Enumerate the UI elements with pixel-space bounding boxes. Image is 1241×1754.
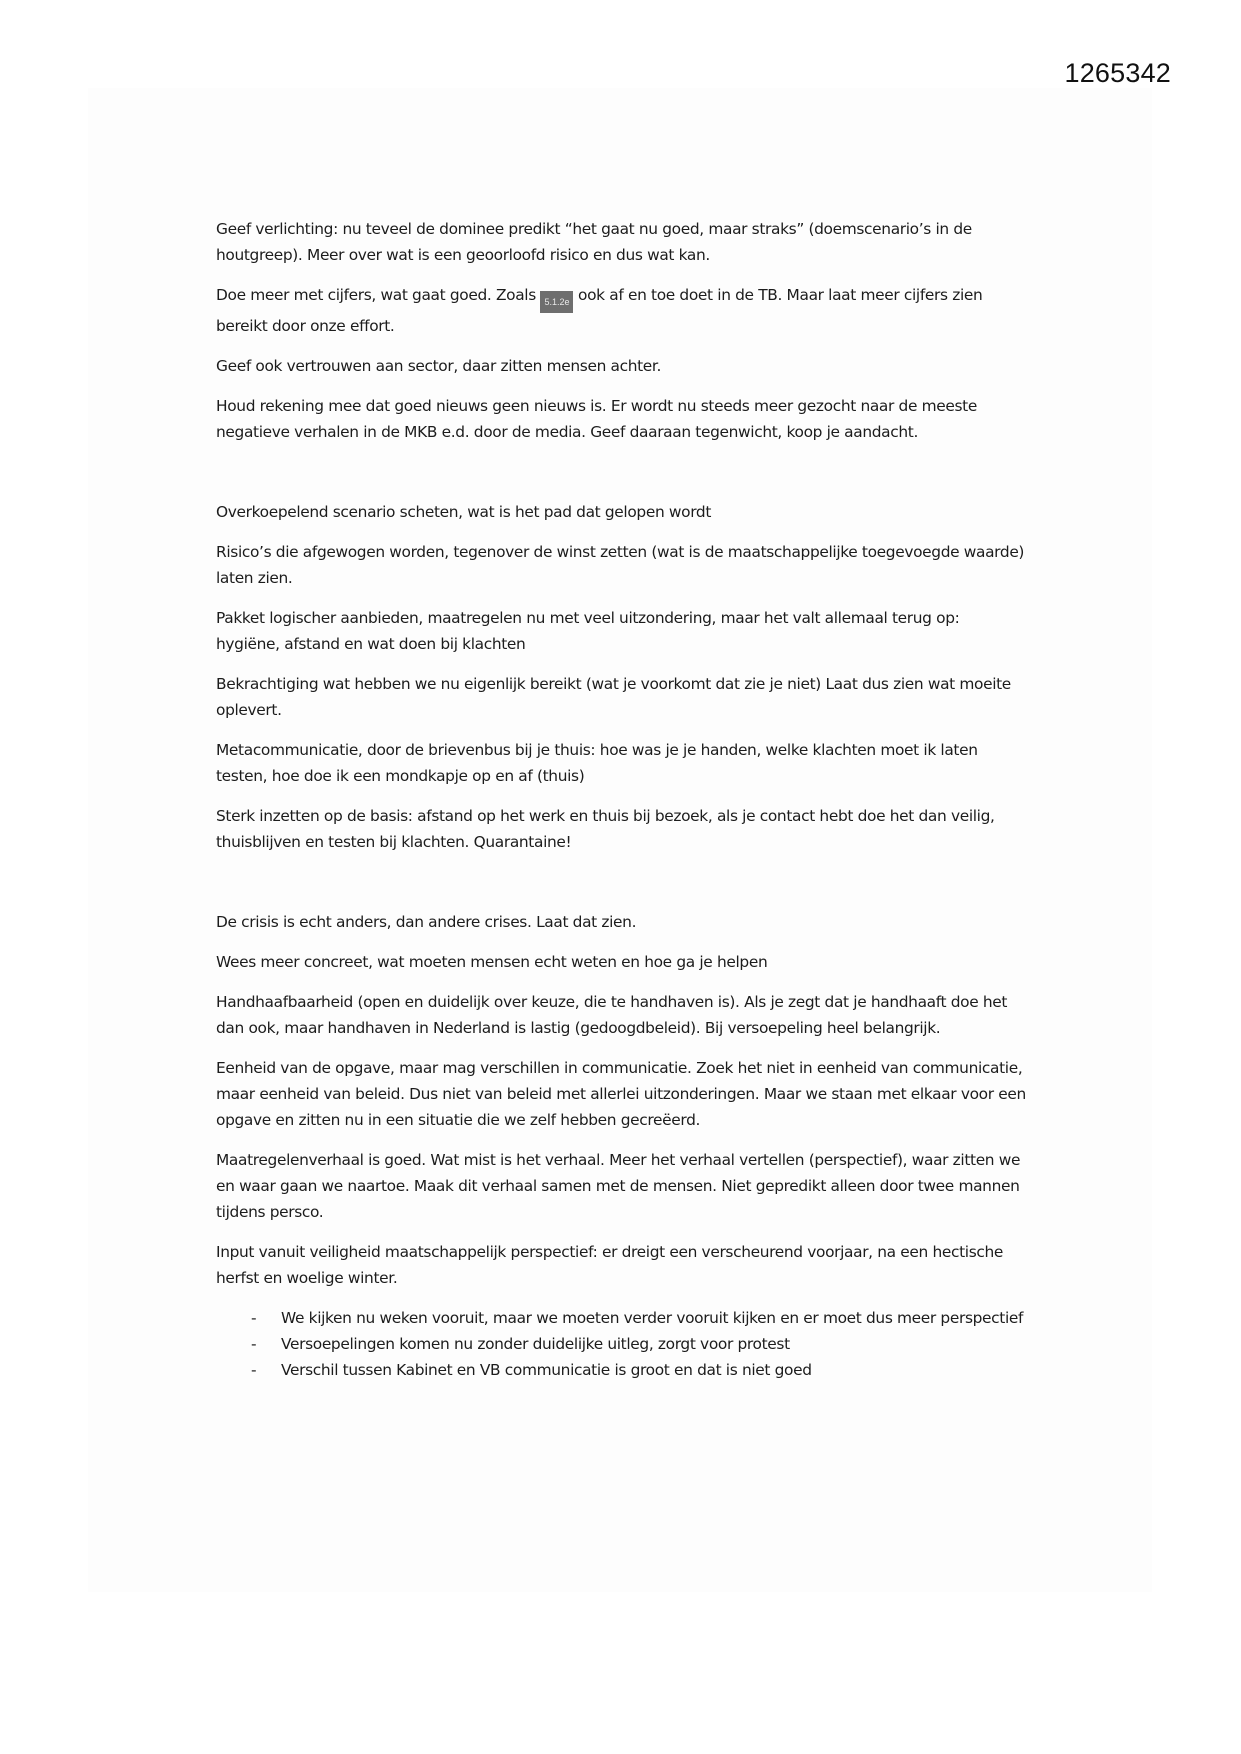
document-body <box>216 216 1026 1383</box>
paragraph-text: Doe meer met cijfers, wat gaat goed. Zoals <box>216 286 541 304</box>
paragraph-with-redaction <box>216 282 1026 339</box>
dash-bullet-icon: - <box>251 1309 257 1327</box>
section-communication-tone <box>216 216 1026 445</box>
paragraph: Overkoepelend scenario scheten, wat is het pad dat gelopen wordt <box>216 503 712 521</box>
paragraph: Houd rekening mee dat goed nieuws geen nieuws is. Er wordt nu steeds meer gezocht naar de meeste negatieve verhalen in de MKB e.d. door de media. Geef daaraan tegenwicht, koop je aandacht. <box>216 397 977 441</box>
paragraph: Input vanuit veiligheid maatschappelijk perspectief: er dreigt een verscheurend voorjaar, na een hectische herfst en woelige winter. <box>216 1243 1004 1287</box>
paragraph: Risico’s die afgewogen worden, tegenover de winst zetten (wat is de maatschappelijke toegevoegde waarde) laten zien. <box>216 543 1025 587</box>
paragraph-text: ook af en toe doet in de TB. Maar laat meer cijfers zien bereikt door onze effort. <box>216 286 983 335</box>
paragraph: Sterk inzetten op de basis: afstand op het werk en thuis bij bezoek, als je contact hebt doe het dan veilig, thuisblijven en testen bij klachten. Quarantaine! <box>216 807 995 851</box>
paragraph: De crisis is echt anders, dan andere crises. Laat dat zien. <box>216 913 637 931</box>
paragraph: Eenheid van de opgave, maar mag verschillen in communicatie. Zoek het niet in eenheid van communicatie, maar eenheid van beleid. Dus niet van beleid met allerlei uitzonderingen. Maar we staan met elkaar voor een opgave en zitten nu in een situatie die we zelf hebben gecreëerd. <box>216 1059 1026 1129</box>
paragraph: Wees meer concreet, wat moeten mensen echt weten en hoe ga je helpen <box>216 953 768 971</box>
list-item <box>216 1357 1026 1383</box>
paragraph: Handhaafbaarheid (open en duidelijk over keuze, die te handhaven is). Als je zegt dat je handhaaft doe het dan ook, maar handhaven in Nederland is lastig (gedoogdbeleid). Bij versoepeling heel belangrijk. <box>216 993 1008 1037</box>
section-scenario <box>216 499 1026 855</box>
paragraph: Metacommunicatie, door de brievenbus bij je thuis: hoe was je je handen, welke klachten moet ik laten testen, hoe doe ik een mondkapje op en af (thuis) <box>216 741 978 785</box>
paragraph: Bekrachtiging wat hebben we nu eigenlijk bereikt (wat je voorkomt dat zie je niet) Laat dus zien wat moeite oplevert. <box>216 675 1011 719</box>
redaction-box: 5.1.2e <box>540 291 573 313</box>
list-item <box>216 1305 1026 1331</box>
list-item-text: We kijken nu weken vooruit, maar we moeten verder vooruit kijken en er moet dus meer perspectief <box>281 1309 1024 1327</box>
section-spacer <box>216 459 1026 499</box>
paragraph: Geef verlichting: nu teveel de dominee predikt “het gaat nu goed, maar straks” (doemscenario’s in de houtgreep). Meer over wat is een geoorloofd risico en dus wat kan. <box>216 220 972 264</box>
document-number: 1265342 <box>1064 58 1171 88</box>
paragraph: Pakket logischer aanbieden, maatregelen nu met veel uitzondering, maar het valt allemaal terug op: hygiëne, afstand en wat doen bij klachten <box>216 609 960 653</box>
section-spacer <box>216 869 1026 909</box>
bullet-list <box>216 1305 1026 1383</box>
list-item-text: Verschil tussen Kabinet en VB communicatie is groot en dat is niet goed <box>281 1361 812 1379</box>
section-crisis <box>216 909 1026 1383</box>
dash-bullet-icon: - <box>251 1361 257 1379</box>
dash-bullet-icon: - <box>251 1335 257 1353</box>
paragraph: Geef ook vertrouwen aan sector, daar zitten mensen achter. <box>216 357 662 375</box>
list-item <box>216 1331 1026 1357</box>
list-item-text: Versoepelingen komen nu zonder duidelijke uitleg, zorgt voor protest <box>281 1335 790 1353</box>
paragraph: Maatregelenverhaal is goed. Wat mist is het verhaal. Meer het verhaal vertellen (perspectief), waar zitten we en waar gaan we naartoe. Maak dit verhaal samen met de mensen. Niet gepredikt alleen door twee mannen tijdens persco. <box>216 1151 1021 1221</box>
